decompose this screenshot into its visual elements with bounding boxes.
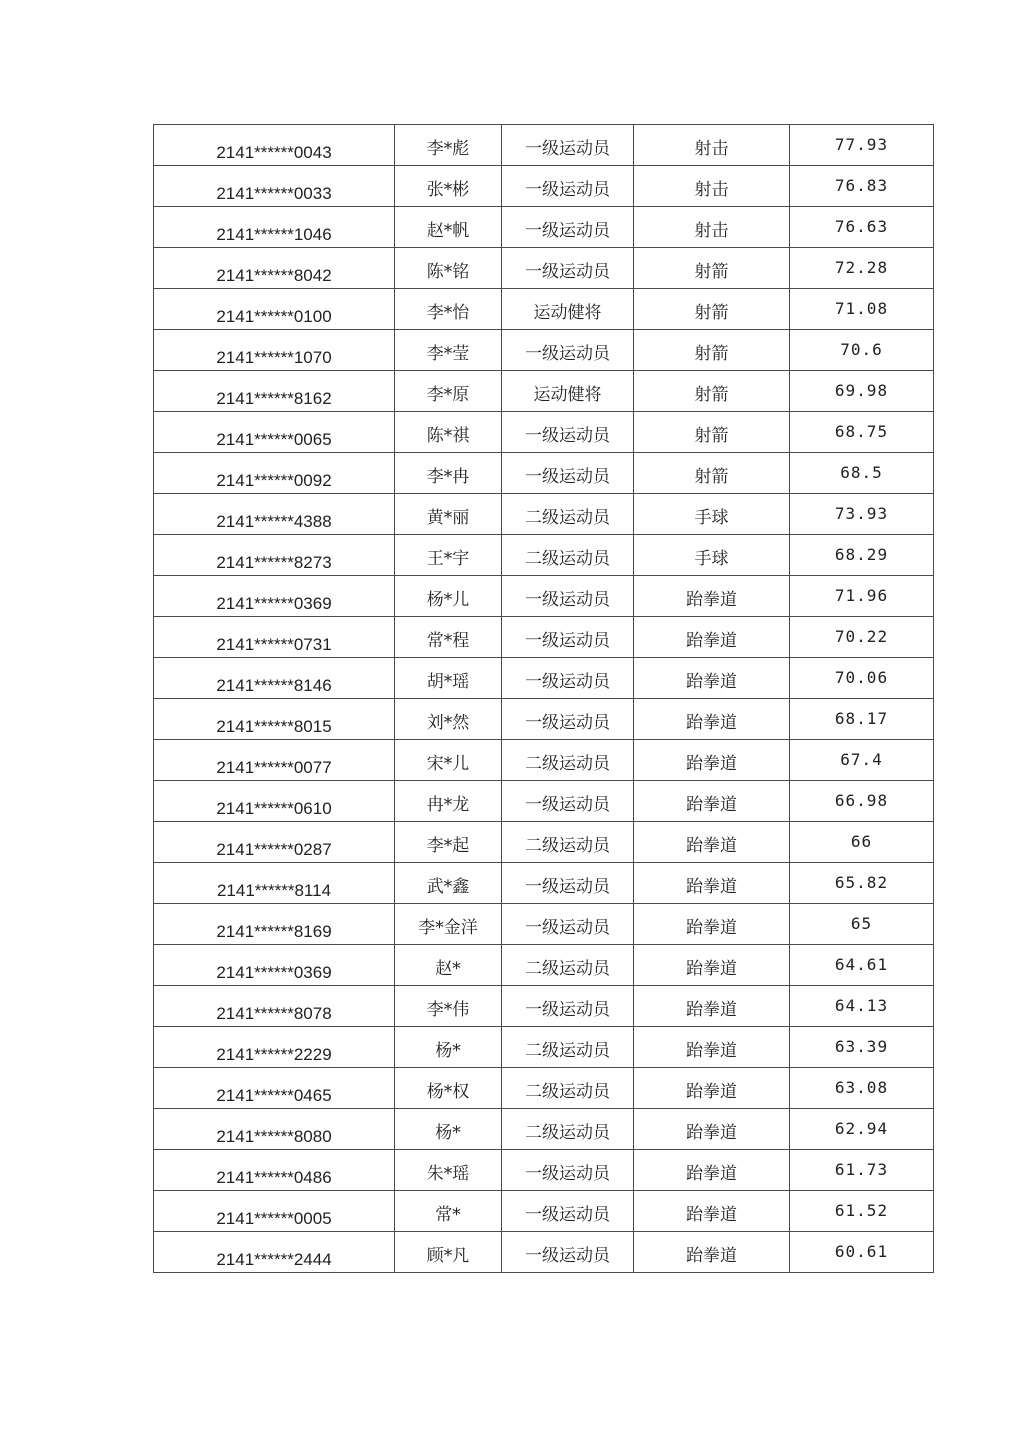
sport-event-cell: 跆拳道	[634, 1191, 790, 1232]
athlete-level-cell: 一级运动员	[502, 576, 634, 617]
table-row	[154, 166, 934, 207]
athlete-level-cell: 一级运动员	[502, 1191, 634, 1232]
candidate-id-cell: 2141******0043	[154, 125, 395, 166]
sport-event-cell: 跆拳道	[634, 1150, 790, 1191]
score-cell: 71.08	[790, 289, 934, 330]
score-cell: 61.52	[790, 1191, 934, 1232]
sport-event-cell: 跆拳道	[634, 986, 790, 1027]
athlete-table-body	[154, 125, 934, 1273]
candidate-id-cell: 2141******1046	[154, 207, 395, 248]
athlete-level-cell: 一级运动员	[502, 904, 634, 945]
sport-event-cell: 跆拳道	[634, 863, 790, 904]
sport-event-cell: 射箭	[634, 289, 790, 330]
athlete-table	[153, 124, 934, 1273]
sport-event-cell: 射箭	[634, 371, 790, 412]
athlete-name-cell: 胡*瑶	[395, 658, 502, 699]
athlete-name-cell: 常*程	[395, 617, 502, 658]
table-row	[154, 740, 934, 781]
candidate-id-cell: 2141******2444	[154, 1232, 395, 1273]
table-row	[154, 699, 934, 740]
score-cell: 65.82	[790, 863, 934, 904]
score-cell: 71.96	[790, 576, 934, 617]
sport-event-cell: 跆拳道	[634, 904, 790, 945]
athlete-name-cell: 王*宇	[395, 535, 502, 576]
sport-event-cell: 手球	[634, 494, 790, 535]
table-row	[154, 576, 934, 617]
athlete-level-cell: 一级运动员	[502, 781, 634, 822]
sport-event-cell: 射箭	[634, 453, 790, 494]
athlete-name-cell: 李*冉	[395, 453, 502, 494]
athlete-name-cell: 赵*	[395, 945, 502, 986]
score-cell: 72.28	[790, 248, 934, 289]
table-row	[154, 617, 934, 658]
athlete-level-cell: 一级运动员	[502, 125, 634, 166]
athlete-name-cell: 武*鑫	[395, 863, 502, 904]
athlete-level-cell: 运动健将	[502, 371, 634, 412]
table-row	[154, 658, 934, 699]
athlete-level-cell: 二级运动员	[502, 740, 634, 781]
candidate-id-cell: 2141******0369	[154, 945, 395, 986]
athlete-level-cell: 二级运动员	[502, 822, 634, 863]
athlete-name-cell: 李*原	[395, 371, 502, 412]
candidate-id-cell: 2141******0033	[154, 166, 395, 207]
table-row	[154, 1068, 934, 1109]
athlete-level-cell: 一级运动员	[502, 699, 634, 740]
sport-event-cell: 射击	[634, 125, 790, 166]
sport-event-cell: 跆拳道	[634, 945, 790, 986]
score-cell: 68.17	[790, 699, 934, 740]
score-cell: 69.98	[790, 371, 934, 412]
table-row	[154, 986, 934, 1027]
athlete-name-cell: 李*怡	[395, 289, 502, 330]
candidate-id-cell: 2141******8015	[154, 699, 395, 740]
candidate-id-cell: 2141******8114	[154, 863, 395, 904]
candidate-id-cell: 2141******0287	[154, 822, 395, 863]
sport-event-cell: 跆拳道	[634, 699, 790, 740]
sport-event-cell: 跆拳道	[634, 1027, 790, 1068]
athlete-level-cell: 二级运动员	[502, 1109, 634, 1150]
table-row	[154, 822, 934, 863]
candidate-id-cell: 2141******8169	[154, 904, 395, 945]
athlete-name-cell: 陈*铭	[395, 248, 502, 289]
table-row	[154, 904, 934, 945]
score-cell: 63.39	[790, 1027, 934, 1068]
athlete-name-cell: 李*伟	[395, 986, 502, 1027]
athlete-level-cell: 一级运动员	[502, 986, 634, 1027]
candidate-id-cell: 2141******0369	[154, 576, 395, 617]
table-row	[154, 1027, 934, 1068]
athlete-name-cell: 李*彪	[395, 125, 502, 166]
sport-event-cell: 手球	[634, 535, 790, 576]
athlete-level-cell: 一级运动员	[502, 207, 634, 248]
score-cell: 65	[790, 904, 934, 945]
candidate-id-cell: 2141******2229	[154, 1027, 395, 1068]
athlete-level-cell: 一级运动员	[502, 166, 634, 207]
score-cell: 66.98	[790, 781, 934, 822]
sport-event-cell: 跆拳道	[634, 1109, 790, 1150]
table-row	[154, 453, 934, 494]
score-cell: 76.63	[790, 207, 934, 248]
athlete-level-cell: 二级运动员	[502, 494, 634, 535]
sport-event-cell: 射箭	[634, 330, 790, 371]
table-row	[154, 494, 934, 535]
athlete-name-cell: 李*莹	[395, 330, 502, 371]
sport-event-cell: 跆拳道	[634, 740, 790, 781]
candidate-id-cell: 2141******0065	[154, 412, 395, 453]
athlete-level-cell: 一级运动员	[502, 1150, 634, 1191]
score-cell: 70.6	[790, 330, 934, 371]
sport-event-cell: 跆拳道	[634, 1232, 790, 1273]
candidate-id-cell: 2141******0731	[154, 617, 395, 658]
score-cell: 77.93	[790, 125, 934, 166]
athlete-level-cell: 一级运动员	[502, 453, 634, 494]
athlete-name-cell: 杨*	[395, 1027, 502, 1068]
sport-event-cell: 射击	[634, 166, 790, 207]
candidate-id-cell: 2141******8273	[154, 535, 395, 576]
athlete-name-cell: 杨*儿	[395, 576, 502, 617]
candidate-id-cell: 2141******0077	[154, 740, 395, 781]
table-row	[154, 125, 934, 166]
score-cell: 64.13	[790, 986, 934, 1027]
athlete-name-cell: 赵*帆	[395, 207, 502, 248]
score-cell: 67.4	[790, 740, 934, 781]
table-row	[154, 1109, 934, 1150]
score-cell: 68.75	[790, 412, 934, 453]
table-row	[154, 1150, 934, 1191]
table-row	[154, 207, 934, 248]
score-cell: 61.73	[790, 1150, 934, 1191]
athlete-level-cell: 一级运动员	[502, 412, 634, 453]
sport-event-cell: 跆拳道	[634, 822, 790, 863]
athlete-level-cell: 一级运动员	[502, 658, 634, 699]
candidate-id-cell: 2141******8162	[154, 371, 395, 412]
candidate-id-cell: 2141******8146	[154, 658, 395, 699]
athlete-level-cell: 一级运动员	[502, 330, 634, 371]
athlete-level-cell: 一级运动员	[502, 617, 634, 658]
athlete-name-cell: 陈*祺	[395, 412, 502, 453]
candidate-id-cell: 2141******0092	[154, 453, 395, 494]
candidate-id-cell: 2141******0465	[154, 1068, 395, 1109]
score-cell: 60.61	[790, 1232, 934, 1273]
athlete-name-cell: 刘*然	[395, 699, 502, 740]
sport-event-cell: 射箭	[634, 248, 790, 289]
candidate-id-cell: 2141******8042	[154, 248, 395, 289]
table-row	[154, 535, 934, 576]
athlete-name-cell: 冉*龙	[395, 781, 502, 822]
score-cell: 66	[790, 822, 934, 863]
athlete-name-cell: 张*彬	[395, 166, 502, 207]
candidate-id-cell: 2141******4388	[154, 494, 395, 535]
candidate-id-cell: 2141******0005	[154, 1191, 395, 1232]
table-row	[154, 289, 934, 330]
candidate-id-cell: 2141******8078	[154, 986, 395, 1027]
table-row	[154, 371, 934, 412]
table-row	[154, 945, 934, 986]
athlete-level-cell: 二级运动员	[502, 1068, 634, 1109]
sport-event-cell: 跆拳道	[634, 1068, 790, 1109]
athlete-level-cell: 运动健将	[502, 289, 634, 330]
candidate-id-cell: 2141******0486	[154, 1150, 395, 1191]
table-row	[154, 1232, 934, 1273]
athlete-level-cell: 一级运动员	[502, 248, 634, 289]
score-cell: 63.08	[790, 1068, 934, 1109]
candidate-id-cell: 2141******0610	[154, 781, 395, 822]
sport-event-cell: 跆拳道	[634, 617, 790, 658]
athlete-name-cell: 杨*权	[395, 1068, 502, 1109]
athlete-name-cell: 常*	[395, 1191, 502, 1232]
score-cell: 68.29	[790, 535, 934, 576]
athlete-level-cell: 一级运动员	[502, 1232, 634, 1273]
candidate-id-cell: 2141******1070	[154, 330, 395, 371]
score-cell: 70.06	[790, 658, 934, 699]
sport-event-cell: 射击	[634, 207, 790, 248]
athlete-name-cell: 顾*凡	[395, 1232, 502, 1273]
table-row	[154, 781, 934, 822]
score-cell: 73.93	[790, 494, 934, 535]
sport-event-cell: 射箭	[634, 412, 790, 453]
athlete-name-cell: 李*金洋	[395, 904, 502, 945]
athlete-name-cell: 朱*瑶	[395, 1150, 502, 1191]
table-row	[154, 248, 934, 289]
score-cell: 76.83	[790, 166, 934, 207]
table-row	[154, 863, 934, 904]
athlete-level-cell: 二级运动员	[502, 945, 634, 986]
score-cell: 64.61	[790, 945, 934, 986]
athlete-name-cell: 黄*丽	[395, 494, 502, 535]
score-cell: 62.94	[790, 1109, 934, 1150]
candidate-id-cell: 2141******0100	[154, 289, 395, 330]
candidate-id-cell: 2141******8080	[154, 1109, 395, 1150]
athlete-level-cell: 二级运动员	[502, 1027, 634, 1068]
athlete-name-cell: 宋*儿	[395, 740, 502, 781]
score-cell: 70.22	[790, 617, 934, 658]
sport-event-cell: 跆拳道	[634, 658, 790, 699]
athlete-level-cell: 一级运动员	[502, 863, 634, 904]
table-row	[154, 330, 934, 371]
table-row	[154, 412, 934, 453]
athlete-name-cell: 杨*	[395, 1109, 502, 1150]
sport-event-cell: 跆拳道	[634, 781, 790, 822]
athlete-level-cell: 二级运动员	[502, 535, 634, 576]
sport-event-cell: 跆拳道	[634, 576, 790, 617]
athlete-name-cell: 李*起	[395, 822, 502, 863]
table-row	[154, 1191, 934, 1232]
score-cell: 68.5	[790, 453, 934, 494]
